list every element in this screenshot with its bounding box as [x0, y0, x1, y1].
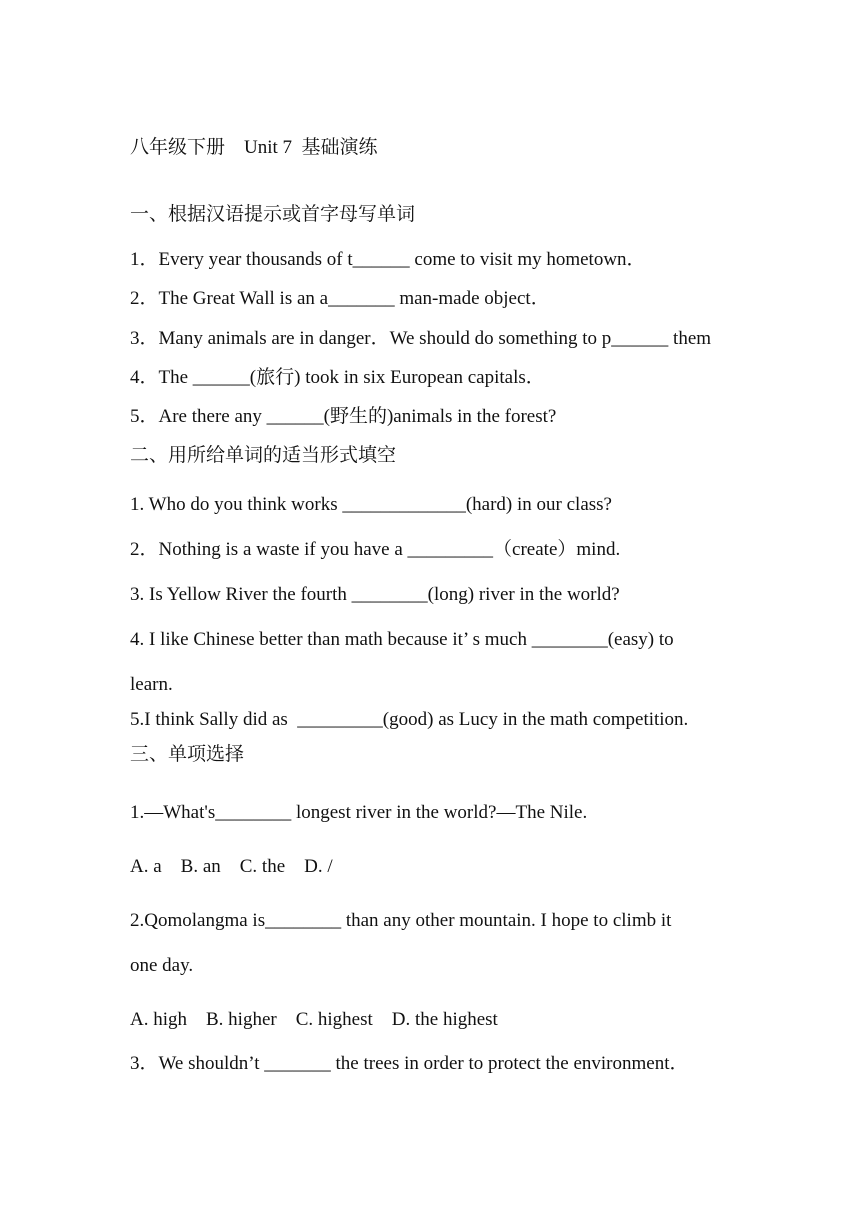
question-3-3: 3．We shouldn’t _______ the trees in order to protect the environment． [130, 1053, 689, 1074]
section-heading-1: 一、根据汉语提示或首字母写单词 [130, 204, 416, 225]
section-heading-2: 二、用所给单词的适当形式填空 [130, 445, 397, 466]
section-heading-3: 三、单项选择 [130, 744, 245, 765]
question-3-1-options: A. a B. an C. the D. / [130, 856, 333, 877]
question-1-1: 1．Every year thousands of t______ come to visit my hometown． [130, 249, 646, 270]
question-3-2-continued: one day. [130, 955, 194, 976]
question-2-4: 4. I like Chinese better than math because it’ s much ________(easy) to [130, 629, 674, 650]
question-2-3: 3. Is Yellow River the fourth ________(long) river in the world? [130, 584, 620, 605]
question-2-2: 2．Nothing is a waste if you have a _________（create）mind. [130, 539, 621, 560]
question-2-4-continued: learn. [130, 674, 173, 695]
question-2-1: 1. Who do you think works _____________(hard) in our class? [130, 494, 612, 515]
question-3-2: 2.Qomolangma is________ than any other mountain. I hope to climb it [130, 910, 672, 931]
question-1-5: 5．Are there any ______(野生的)animals in the forest? [130, 406, 557, 427]
question-1-4: 4．The ______(旅行) took in six European capitals． [130, 367, 545, 388]
question-1-3: 3．Many animals are in danger．We should do something to p______ them [130, 328, 712, 349]
question-1-2: 2．The Great Wall is an a_______ man-made object． [130, 288, 550, 309]
question-2-5: 5.I think Sally did as _________(good) as Lucy in the math competition. [130, 709, 689, 730]
question-3-2-options: A. high B. higher C. highest D. the highest [130, 1009, 498, 1030]
question-3-1: 1.—What's________ longest river in the world?—The Nile. [130, 802, 588, 823]
page-title: 八年级下册 Unit 7 基础演练 [130, 137, 378, 158]
